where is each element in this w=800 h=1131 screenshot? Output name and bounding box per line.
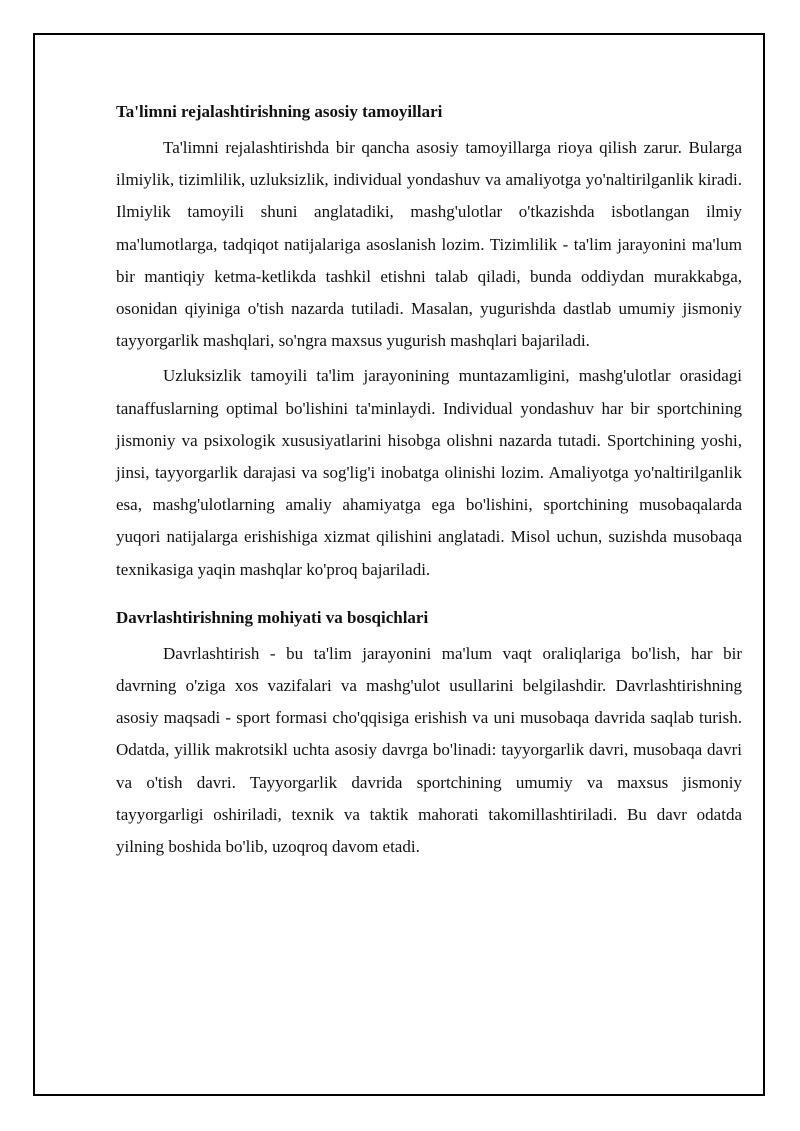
paragraph: Ta'limni rejalashtirishda bir qancha asosiy tamoyillarga rioya qilish zarur. Bularga ilmiylik, tizimlilik, uzluksizlik, individual yondashuv va amaliyotga yo'naltirilganlik kiradi. Ilmiylik tamoyili shuni anglatadiki, mashg'ulotlar o'tkazishda isbotlangan ilmiy ma'lumotlarga, tadqiqot natijalariga asoslanish lozim. Tizimlilik - ta'lim jarayonini ma'lum bir mantiqiy ketma-ketlikda tashkil etishni talab qiladi, bunda oddiydan murakkabga, osonidan qiyiniga o'tish nazarda tutiladi. Masalan, yugurishda dastlab umumiy jismoniy tayyorgarlik mashqlari, so'ngra maxsus yugurish mashqlari bajariladi. (116, 138, 742, 351)
section-heading: Ta'limni rejalashtirishning asosiy tamoyillari (116, 102, 443, 121)
document-body (116, 92, 742, 863)
paragraph: Davrlashtirish - bu ta'lim jarayonini ma'lum vaqt oraliqlariga bo'lish, har bir davrning o'ziga xos vazifalari va mashg'ulot usullarini belgilashdir. Davrlashtirishning asosiy maqsadi - sport formasi cho'qqisiga erishish va uni musobaqa davrida saqlab turish. Odatda, yillik makrotsikl uchta asosiy davrga bo'linadi: tayyorgarlik davri, musobaqa davri va o'tish davri. Tayyorgarlik davrida sportchining umumiy va maxsus jismoniy tayyorgarligi oshiriladi, texnik va taktik mahorati takomillashtiriladi. Bu davr odatda yilning boshida bo'lib, uzoqroq davom etadi. (116, 643, 742, 857)
section-planning-principles (116, 92, 742, 586)
section-periodization (116, 598, 742, 863)
paragraph: Uzluksizlik tamoyili ta'lim jarayonining muntazamligini, mashg'ulotlar orasidagi tanaffuslarning optimal bo'lishini ta'minlaydi. Individual yondashuv har bir sportchining jismoniy va psixologik xususiyatlarini hisobga olishni nazarda tutadi. Sportchining yoshi, jinsi, tayyorgarlik darajasi va sog'lig'i inobatga olinishi lozim. Amaliyotga yo'naltirilganlik esa, mashg'ulotlarning amaliy ahamiyatga ega bo'lishini, sportchining musobaqalarda yuqori natijalarga erishishiga xizmat qilishini anglatadi. Misol uchun, suzishda musobaqa texnikasiga yaqin mashqlar ko'proq bajariladi. (116, 366, 742, 579)
section-heading: Davrlashtirishning mohiyati va bosqichlari (116, 607, 429, 627)
